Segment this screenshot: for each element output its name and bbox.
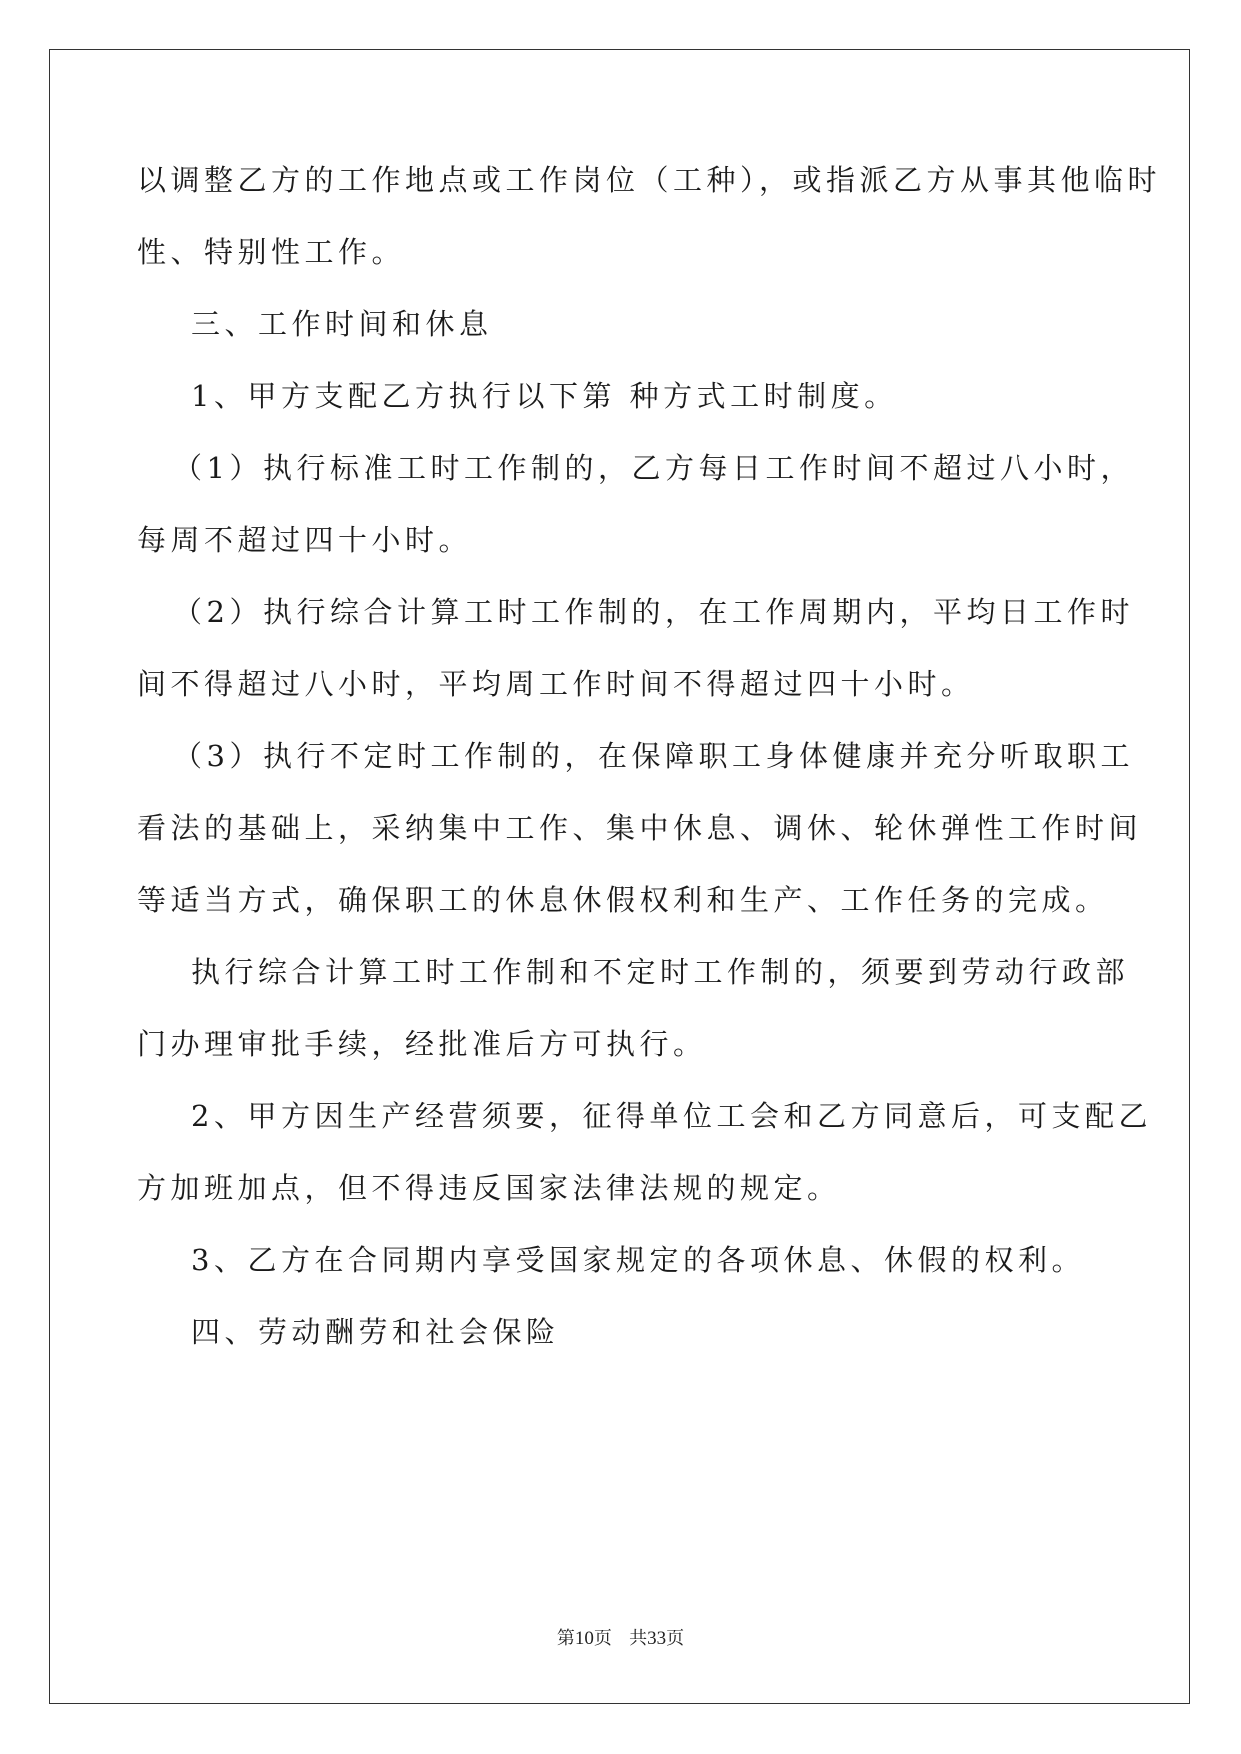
section-heading: 四、劳动酬劳和社会保险 bbox=[191, 1315, 560, 1349]
text-line: 等适当方式，确保职工的休息休假权利和生产、工作任务的完成。 bbox=[137, 883, 1109, 917]
text-line: 3、乙方在合同期内享受国家规定的各项休息、休假的权利。 bbox=[191, 1243, 1085, 1277]
text-line: （3）执行不定时工作制的，在保障职工身体健康并充分听取职工 bbox=[173, 739, 1134, 773]
footer-prefix: 第 bbox=[556, 1628, 575, 1649]
text-line: 门办理审批手续，经批准后方可执行。 bbox=[137, 1027, 707, 1061]
footer-total-prefix: 共 bbox=[629, 1628, 648, 1649]
text-line: 看法的基础上，采纳集中工作、集中休息、调休、轮休弹性工作时间 bbox=[137, 811, 1143, 845]
text-line: 1、甲方支配乙方执行以下第 种方式工时制度。 bbox=[191, 379, 898, 413]
current-page-number: 10 bbox=[574, 1628, 594, 1649]
text-line: 每周不超过四十小时。 bbox=[137, 523, 473, 557]
section-heading: 三、工作时间和休息 bbox=[191, 307, 493, 341]
text-line: 间不得超过八小时，平均周工作时间不得超过四十小时。 bbox=[137, 667, 975, 701]
text-line: 方加班加点，但不得违反国家法律法规的规定。 bbox=[137, 1171, 841, 1205]
text-line: （2）执行综合计算工时工作制的，在工作周期内，平均日工作时 bbox=[173, 595, 1134, 629]
footer-total-unit: 页 bbox=[666, 1628, 685, 1649]
page-footer bbox=[0, 1624, 1241, 1650]
text-line: 执行综合计算工时工作制和不定时工作制的，须要到劳动行政部 bbox=[191, 955, 1130, 989]
footer-page-unit: 页 bbox=[593, 1628, 612, 1649]
text-line: 性、特别性工作。 bbox=[137, 235, 406, 269]
text-line: （1）执行标准工时工作制的，乙方每日工作时间不超过八小时， bbox=[173, 451, 1134, 485]
text-line: 2、甲方因生产经营须要，征得单位工会和乙方同意后，可支配乙 bbox=[191, 1099, 1152, 1133]
text-line: 以调整乙方的工作地点或工作岗位（工种），或指派乙方从事其他临时 bbox=[137, 163, 1162, 197]
total-page-number: 33 bbox=[647, 1628, 667, 1649]
page-border bbox=[49, 49, 1190, 1704]
